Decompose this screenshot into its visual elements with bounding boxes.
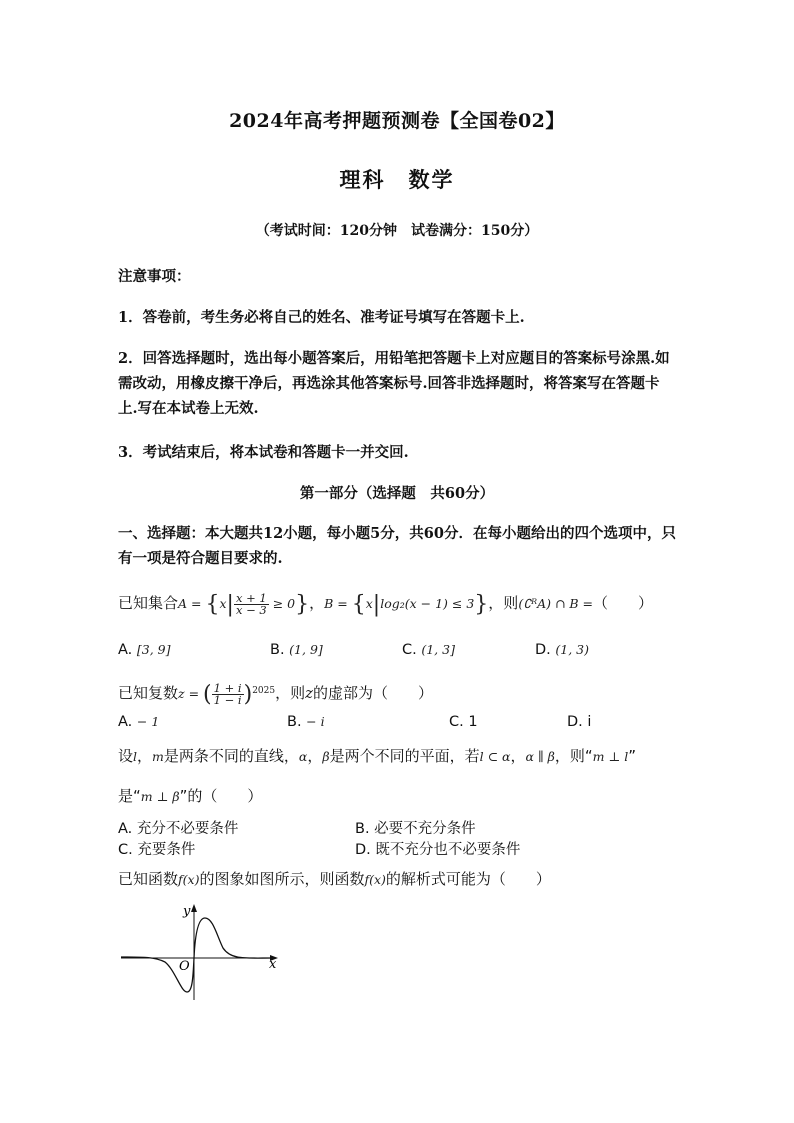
q3-cond2: α ∥ β <box>525 749 555 764</box>
q1-set-b: B = {x|log₂(x − 1) ≤ 3} <box>324 592 489 617</box>
question-3-line-2: 是“m ⊥ β”的（ ） <box>118 787 263 805</box>
q3-option-c[interactable]: C. 充要条件 <box>118 842 196 858</box>
q1-prefix: 已知集合 <box>118 594 179 612</box>
exam-info: （考试时间：120分钟 试卷满分：150分） <box>255 223 539 239</box>
notice-item-2: 2．回答选择题时，选出每小题答案后，用铅笔把答题卡上对应题目的答案标号涂黑.如需改动，用橡皮擦干净后，再选涂其他答案标号.回答非选择题时，将答案写在答题卡上.写在本试卷上无效. <box>118 350 670 417</box>
q2-mid: ，则 <box>275 684 306 702</box>
function-graph <box>115 900 285 1005</box>
q3-alpha: α <box>298 749 308 764</box>
notice-item-1: 1．答卷前，考生务必将自己的姓名、准考证号填写在答题卡上. <box>118 309 525 326</box>
q4-fx-2: f(x) <box>364 872 386 887</box>
q3-option-a[interactable]: A. 充分不必要条件 <box>118 821 239 837</box>
question-1 <box>118 592 653 617</box>
q3-cond3: m ⊥ l <box>592 749 629 764</box>
q2-option-a[interactable]: A. − 1 <box>118 714 160 730</box>
y-axis-label: y <box>183 904 191 919</box>
q3-option-b[interactable]: B. 必要不充分条件 <box>355 821 476 837</box>
q3-cond1: l ⊂ α <box>479 749 511 764</box>
q2-option-d[interactable]: D. i <box>567 714 592 730</box>
q3-l: l <box>133 749 138 764</box>
q1-blank: （ ） <box>593 594 654 612</box>
y-axis-arrow-icon <box>191 904 197 912</box>
question-4: 已知函数f(x)的图象如图所示，则函数f(x)的解析式可能为（ ） <box>118 870 551 888</box>
q1-option-a[interactable]: A. [3, 9] <box>118 642 171 658</box>
page-title: 2024年高考押题预测卷【全国卷02】 <box>229 110 565 132</box>
q2-option-c[interactable]: C. 1 <box>449 714 478 730</box>
section-title: 第一部分（选择题 共60分） <box>299 485 495 502</box>
section-instructions: 一、选择题：本大题共12小题，每小题5分，共60分．在每小题给出的四个选项中，只有一项是符合题目要求的. <box>118 525 676 567</box>
page-subtitle: 理科 数学 <box>339 167 455 192</box>
x-axis-label: x <box>269 957 277 972</box>
q1-set-a: A = {x| $\frac{x + 1}{x - 3}$ ≥ 0} <box>178 591 310 617</box>
question-2 <box>118 682 433 707</box>
q1-mid: ，则 <box>488 594 519 612</box>
q2-var: z <box>305 684 314 702</box>
q2-option-b[interactable]: B. − i <box>287 714 325 730</box>
question-3: 设l，m是两条不同的直线，α，β是两个不同的平面，若l ⊂ α，α ∥ β，则“m ⊥ l” <box>118 747 637 765</box>
q2-suffix: 的虚部为（ ） <box>313 684 434 702</box>
notice-heading: 注意事项： <box>118 268 191 285</box>
function-curve <box>121 918 273 992</box>
q3-option-d[interactable]: D. 既不充分也不必要条件 <box>355 842 521 858</box>
origin-label: O <box>179 959 190 974</box>
q2-prefix: 已知复数 <box>118 684 179 702</box>
q3-beta: β <box>322 749 330 764</box>
q4-fx-1: f(x) <box>178 872 200 887</box>
notice-item-3: 3．考试结束后，将本试卷和答题卡一并交回. <box>118 444 409 461</box>
q3-cond4: m ⊥ β <box>140 789 180 804</box>
q1-option-d[interactable]: D. (1, 3) <box>535 642 589 658</box>
q2-formula: z = ( $\frac{1 + i}{1 - i}$ )$^{2025}$ <box>178 681 276 707</box>
q3-m: m <box>152 749 164 764</box>
q1-option-c[interactable]: C. (1, 3] <box>402 642 455 658</box>
q1-expr: (∁ᴿA) ∩ B = <box>518 596 594 611</box>
q1-sep: ， <box>309 594 325 612</box>
q1-option-b[interactable]: B. (1, 9] <box>270 642 323 658</box>
